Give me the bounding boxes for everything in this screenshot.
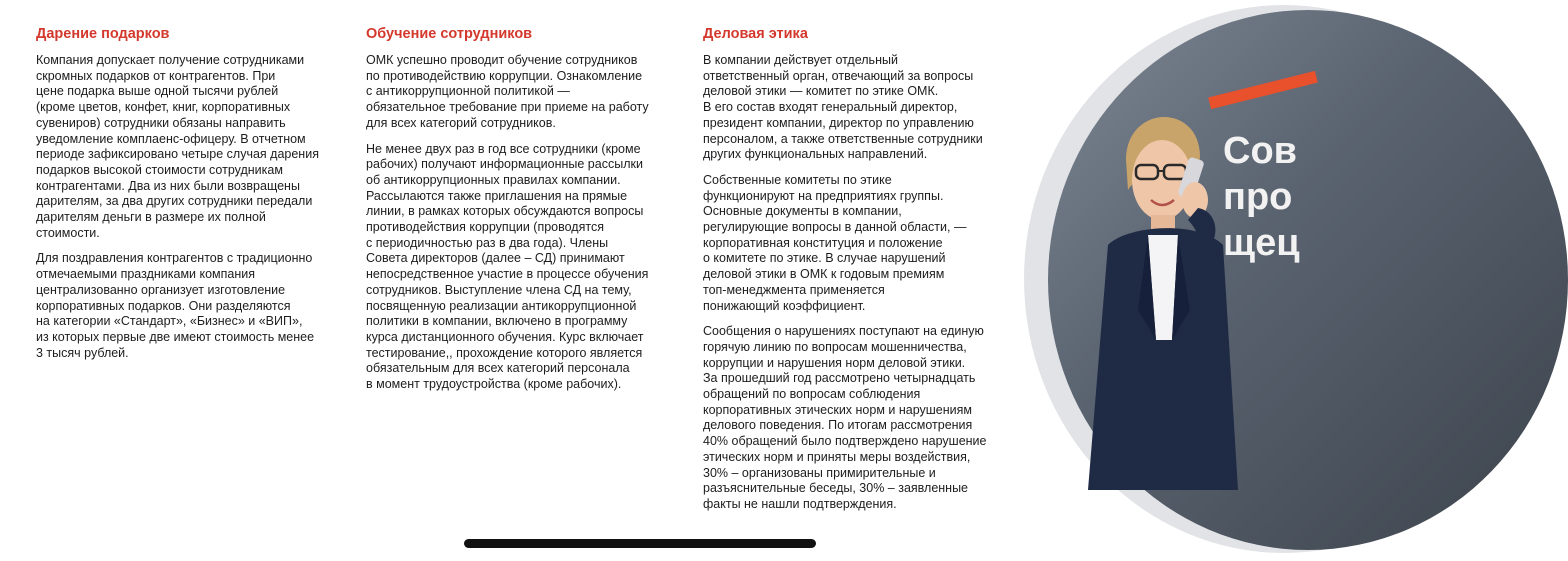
sign-text-line: Сов xyxy=(1223,130,1298,172)
photo-circle xyxy=(1048,10,1568,550)
paragraph: Собственные комитеты по этике функционируют на предприятиях группы. Основные документы в компании, регулирующие вопросы в данной области, — корпоративная конституция и положение о комитете по этике. В случае нарушений деловой этики в ОМК к годовым премиям топ-менеджмента применяется понижающий коэффициент. xyxy=(703,172,967,313)
paragraph: Компания допускает получение сотрудниками скромных подарков от контрагентов. При цене подарка выше одной тысячи рублей (кроме цветов, конфет, книг, корпоративных сувениров) сотрудники обязаны направить уведомление комплаенс-офицеру. В отчетном периоде зафиксировано четыре случая дарения подарков высокой стоимости сотрудникам контрагентами. Два из них были возвращены дарителям, за два других сотрудники передали дарителям деньги в размере их полной стоимости. xyxy=(36,53,319,240)
home-indicator-bar[interactable] xyxy=(464,539,816,548)
section-title-gifts: Дарение подарков xyxy=(36,26,170,42)
section-title-ethics: Деловая этика xyxy=(703,26,808,42)
employee-photo xyxy=(1018,0,1300,561)
column-gifts xyxy=(36,26,336,371)
paragraph: ОМК успешно проводит обучение сотрудников по противодействию коррупции. Ознакомление с антикоррупционной политикой — обязательное требование при приеме на работу для всех категорий сотрудников. xyxy=(366,53,649,130)
paragraph: Для поздравления контрагентов с традиционно отмечаемыми праздниками компания централизованно организует изготовление корпоративных подарков. Они разделяются на категории «Стандарт», «Бизнес» и «ВИП», из которых первые две имеют стоимость менее 3 тысяч рублей. xyxy=(36,251,315,360)
woman-illustration xyxy=(1048,10,1288,550)
column-training xyxy=(366,26,666,403)
paragraph: В компании действует отдельный ответственный орган, отвечающий за вопросы деловой этики — комитет по этике ОМК. В его состав входят генеральный директор, президент компании, директор по управлению персоналом, а также ответственные сотрудники других функциональных направлений. xyxy=(703,53,983,162)
column-ethics xyxy=(703,26,1008,523)
sign-text-line: щец xyxy=(1223,222,1300,264)
paragraph: Не менее двух раз в год все сотрудники (кроме рабочих) получают информационные рассылки об антикоррупционных правилах компании. Рассылаются также приглашения на прямые линии, в рамках которых обсуждаются вопросы противодействия коррупции (проводятся с периодичностью раз в два года). Члены Совета директоров (далее – СД) принимают непосредственное участие в процессе обучения сотрудников. Выступление члена СД на тему, посвященную реализации антикоррупционной политики в компании, включено в программу курса дистанционного обучения. Курс включает тестирование,, прохождение которого является обязательным для всех категорий персонала в момент трудоустройства (кроме рабочих). xyxy=(366,141,649,392)
section-title-training: Обучение сотрудников xyxy=(366,26,533,42)
sign-text-line: про xyxy=(1223,176,1293,218)
paragraph: Сообщения о нарушениях поступают на единую горячую линию по вопросам мошенничества, коррупции и нарушения норм деловой этики. За прошедший год рассмотрено четырнадцать обращений по вопросам соблюдения корпоративных этических норм и нарушениям делового поведения. По итогам рассмотрения 40% обращений было подтверждено нарушение этических норм и приняты меры воздействия, 30% – организованы примирительные и разъяснительные беседы, 30% – заявленные факты не нашли подтверждения. xyxy=(703,324,987,511)
